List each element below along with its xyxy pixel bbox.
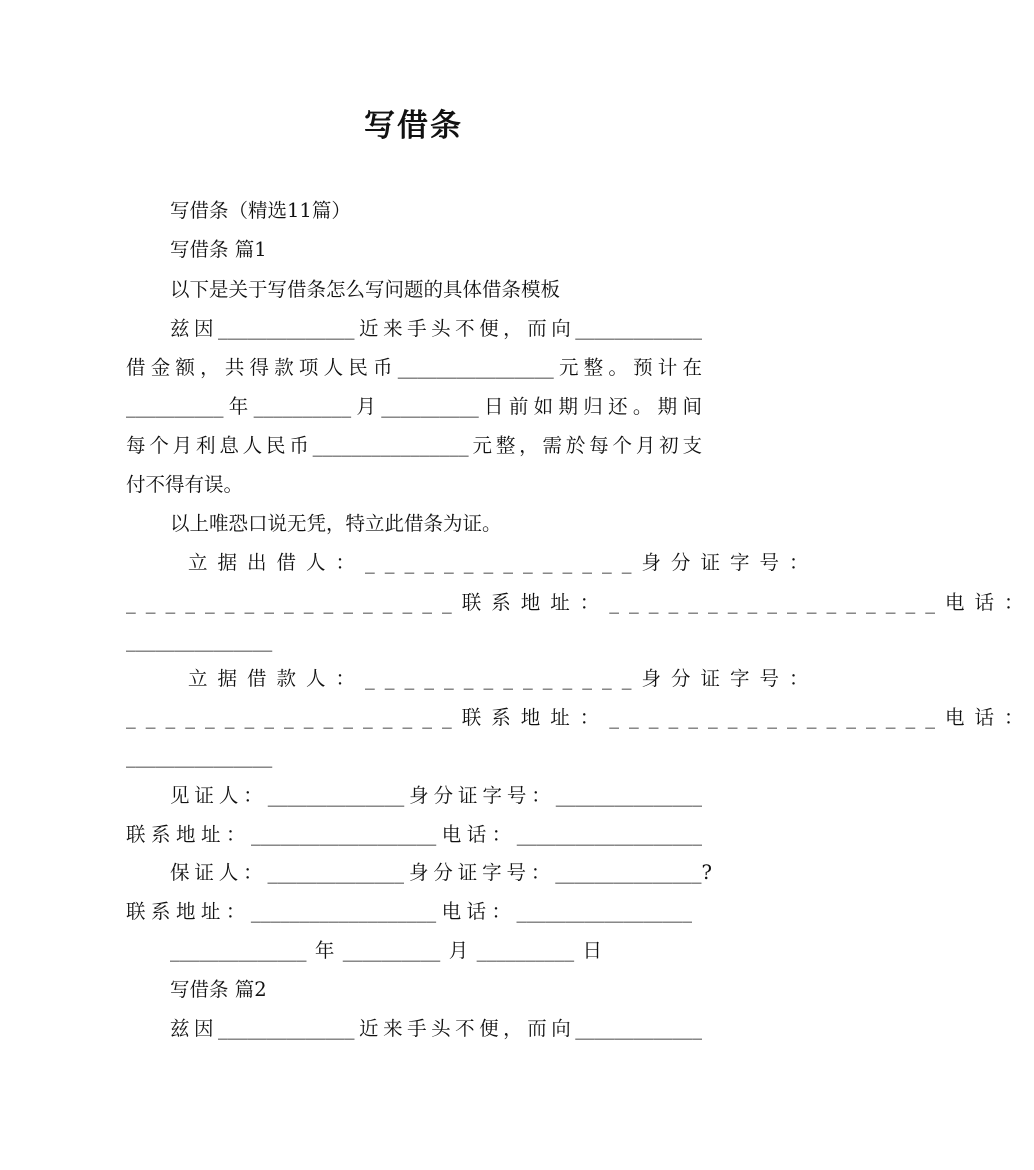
paragraph-line: 每个月利息人民币________________元整，需於每个月初支 xyxy=(126,434,702,457)
witness-contact-line: 联系地址：___________________电话：___________________ xyxy=(126,823,702,846)
page-title: 写借条 xyxy=(364,108,463,144)
borrower-phone-blank: _______________ xyxy=(126,745,273,768)
paragraph-line: 借金额，共得款项人民币________________元整。预计在 xyxy=(126,356,702,379)
section-heading-2: 写借条 篇2 xyxy=(170,978,267,1001)
date-line: ______________年__________月__________日 xyxy=(170,939,602,962)
paragraph-line: 以上唯恐口说无凭，特立此借条为证。 xyxy=(170,512,502,535)
guarantor-contact-line: 联系地址：___________________电话：__________________ xyxy=(126,900,692,923)
lender-line: 立据出借人：______________身分证字号： xyxy=(188,551,819,574)
guarantor-line: 保证人：______________身分证字号：_______________? xyxy=(170,861,712,884)
paragraph-line: 付不得有误。 xyxy=(126,473,244,496)
section-heading-1: 写借条 篇1 xyxy=(170,238,267,261)
borrower-contact-line: _________________联系地址：_________________电话： xyxy=(126,706,1034,729)
paragraph-line: 兹因______________近来手头不便，而向_____________ xyxy=(170,1017,702,1040)
paragraph-line: 以下是关于写借条怎么写问题的具体借条模板 xyxy=(170,278,561,301)
borrower-line: 立据借款人：______________身分证字号： xyxy=(188,667,819,690)
paragraph-line: __________年__________月__________日前如期归还。期间 xyxy=(126,395,702,418)
lender-contact-line: _________________联系地址：_________________电话： xyxy=(126,591,1034,614)
paragraph-line: 兹因______________近来手头不便，而向_____________ xyxy=(170,317,702,340)
document-subtitle: 写借条（精选11篇） xyxy=(170,199,351,222)
witness-line: 见证人：______________身分证字号：_______________ xyxy=(170,784,702,807)
lender-phone-blank: _______________ xyxy=(126,629,273,652)
